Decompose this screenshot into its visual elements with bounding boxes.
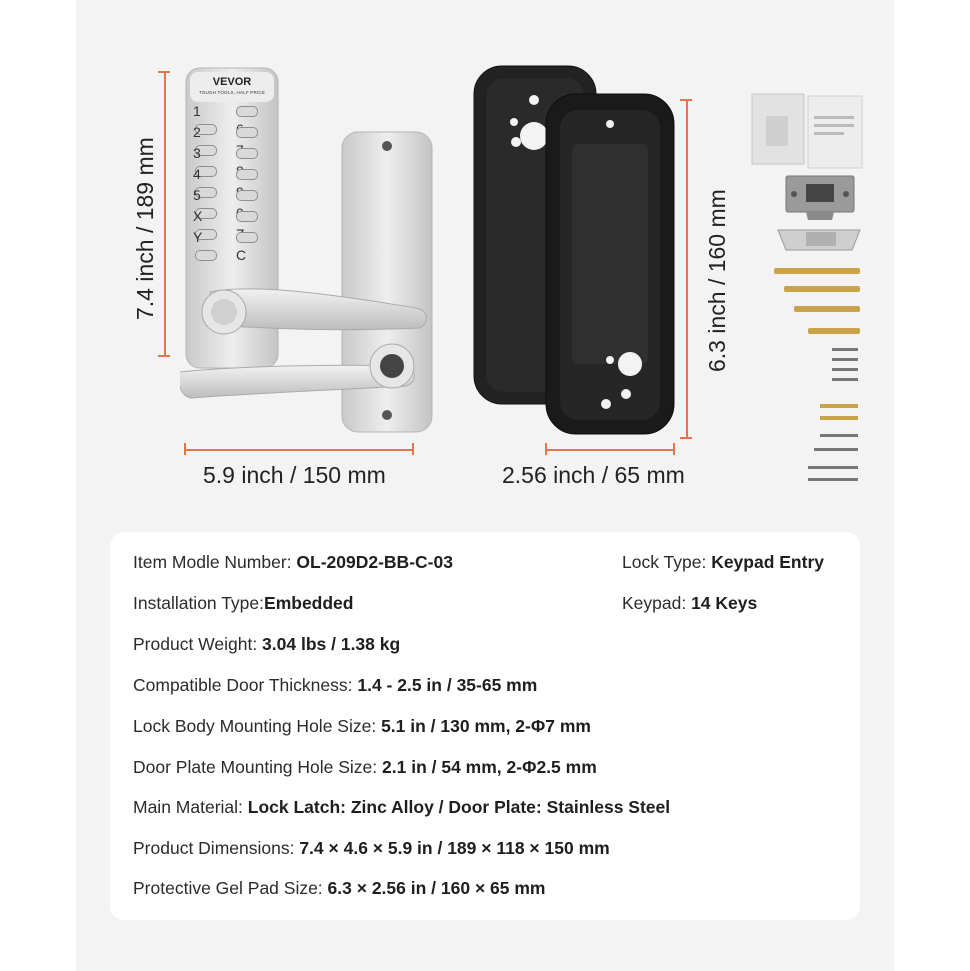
screw [832, 378, 858, 381]
back-plate-screw-hole-top [382, 141, 392, 151]
spec-value: Lock Latch: Zinc Alloy / Door Plate: Stainless Steel [247, 797, 671, 817]
screw [808, 478, 858, 481]
spec-label: Installation Type: [133, 593, 265, 613]
spec-value: 3.04 lbs / 1.38 kg [262, 634, 401, 654]
pad-height-label: 6.3 inch / 160 mm [704, 189, 730, 372]
keypad-key: 5 [193, 187, 217, 223]
spec-label: Protective Gel Pad Size: [133, 878, 328, 898]
lock-width-dimension-cap-left [184, 443, 186, 455]
spec-installation-type [133, 593, 353, 614]
keypad-key: 2 [193, 124, 217, 160]
lock-height-dimension-cap-top [158, 71, 170, 73]
screw [832, 368, 858, 371]
spec-lock-type [622, 552, 824, 573]
keypad-key: 1 [193, 103, 217, 139]
spec-value: Keypad Entry [711, 552, 824, 572]
wall-anchor [774, 268, 860, 274]
keypad-lock-image [180, 60, 440, 440]
keypad-key: 4 [193, 166, 217, 202]
spec-product-weight [133, 634, 400, 655]
spec-label: Product Dimensions: [133, 838, 300, 858]
spec-label: Lock Body Mounting Hole Size: [133, 716, 382, 736]
screw [820, 404, 858, 408]
lock-width-label: 5.9 inch / 150 mm [203, 462, 386, 488]
spec-value: 1.4 - 2.5 in / 35-65 mm [357, 675, 538, 695]
spec-value: OL-209D2-BB-C-03 [296, 552, 453, 572]
pad-width-dimension-cap-left [545, 443, 547, 455]
gel-pads-image [470, 64, 680, 444]
screw [814, 448, 858, 451]
spec-item-model-number [133, 552, 453, 573]
pad-height-dimension-cap-top [680, 99, 692, 101]
screw [820, 416, 858, 420]
spec-value: 6.3 × 2.56 in / 160 × 65 mm [327, 878, 546, 898]
lock-height-dimension-line [164, 72, 166, 356]
spec-label: Product Weight: [133, 634, 263, 654]
keypad-key: C [236, 229, 260, 265]
pad-height-dimension-line [686, 100, 688, 438]
back-plate-screw-hole-bottom [382, 410, 392, 420]
wall-anchor [784, 286, 860, 292]
spec-main-material [133, 797, 670, 818]
spec-value: 2.1 in / 54 mm, 2-Φ2.5 mm [382, 757, 597, 777]
pad-width-label: 2.56 inch / 65 mm [502, 462, 685, 488]
spec-gel-pad-size [133, 878, 545, 899]
wall-anchor [808, 328, 860, 334]
accessories-image [748, 92, 868, 492]
pad-width-dimension-line [546, 449, 674, 451]
keypad-key: X [193, 208, 217, 244]
screw [832, 358, 858, 361]
spec-label: Door Plate Mounting Hole Size: [133, 757, 383, 777]
pad-width-dimension-cap-right [673, 443, 675, 455]
spec-product-dimensions [133, 838, 610, 859]
spec-door-plate-hole-size [133, 757, 597, 778]
brand-tagline: TOUGH TOOLS, HALF PRICE [198, 90, 266, 95]
lock-height-dimension-cap-bottom [158, 355, 170, 357]
spec-door-thickness [133, 675, 537, 696]
spec-lock-body-hole-size [133, 716, 591, 737]
wall-anchor [794, 306, 860, 312]
screw [808, 466, 858, 469]
spec-value: 5.1 in / 130 mm, 2-Φ7 mm [381, 716, 591, 736]
keypad-key: 3 [193, 145, 217, 181]
lock-width-dimension-line [185, 449, 413, 451]
lock-width-dimension-cap-right [412, 443, 414, 455]
spec-label: Lock Type: [622, 552, 712, 572]
brand-logo: VEVOR [212, 76, 252, 88]
spec-label: Keypad: [622, 593, 692, 613]
spec-label: Compatible Door Thickness: [133, 675, 358, 695]
spec-label: Main Material: [133, 797, 248, 817]
pad-height-dimension-cap-bottom [680, 437, 692, 439]
lock-height-label: 7.4 inch / 189 mm [132, 137, 158, 320]
spec-keypad [622, 593, 757, 614]
screw [820, 434, 858, 437]
spec-value: Embedded [264, 593, 354, 613]
keypad-key: Y [193, 229, 217, 265]
screw [832, 348, 858, 351]
spec-label: Item Modle Number: [133, 552, 297, 572]
spec-value: 14 Keys [691, 593, 758, 613]
spec-value: 7.4 × 4.6 × 5.9 in / 189 × 118 × 150 mm [299, 838, 610, 858]
